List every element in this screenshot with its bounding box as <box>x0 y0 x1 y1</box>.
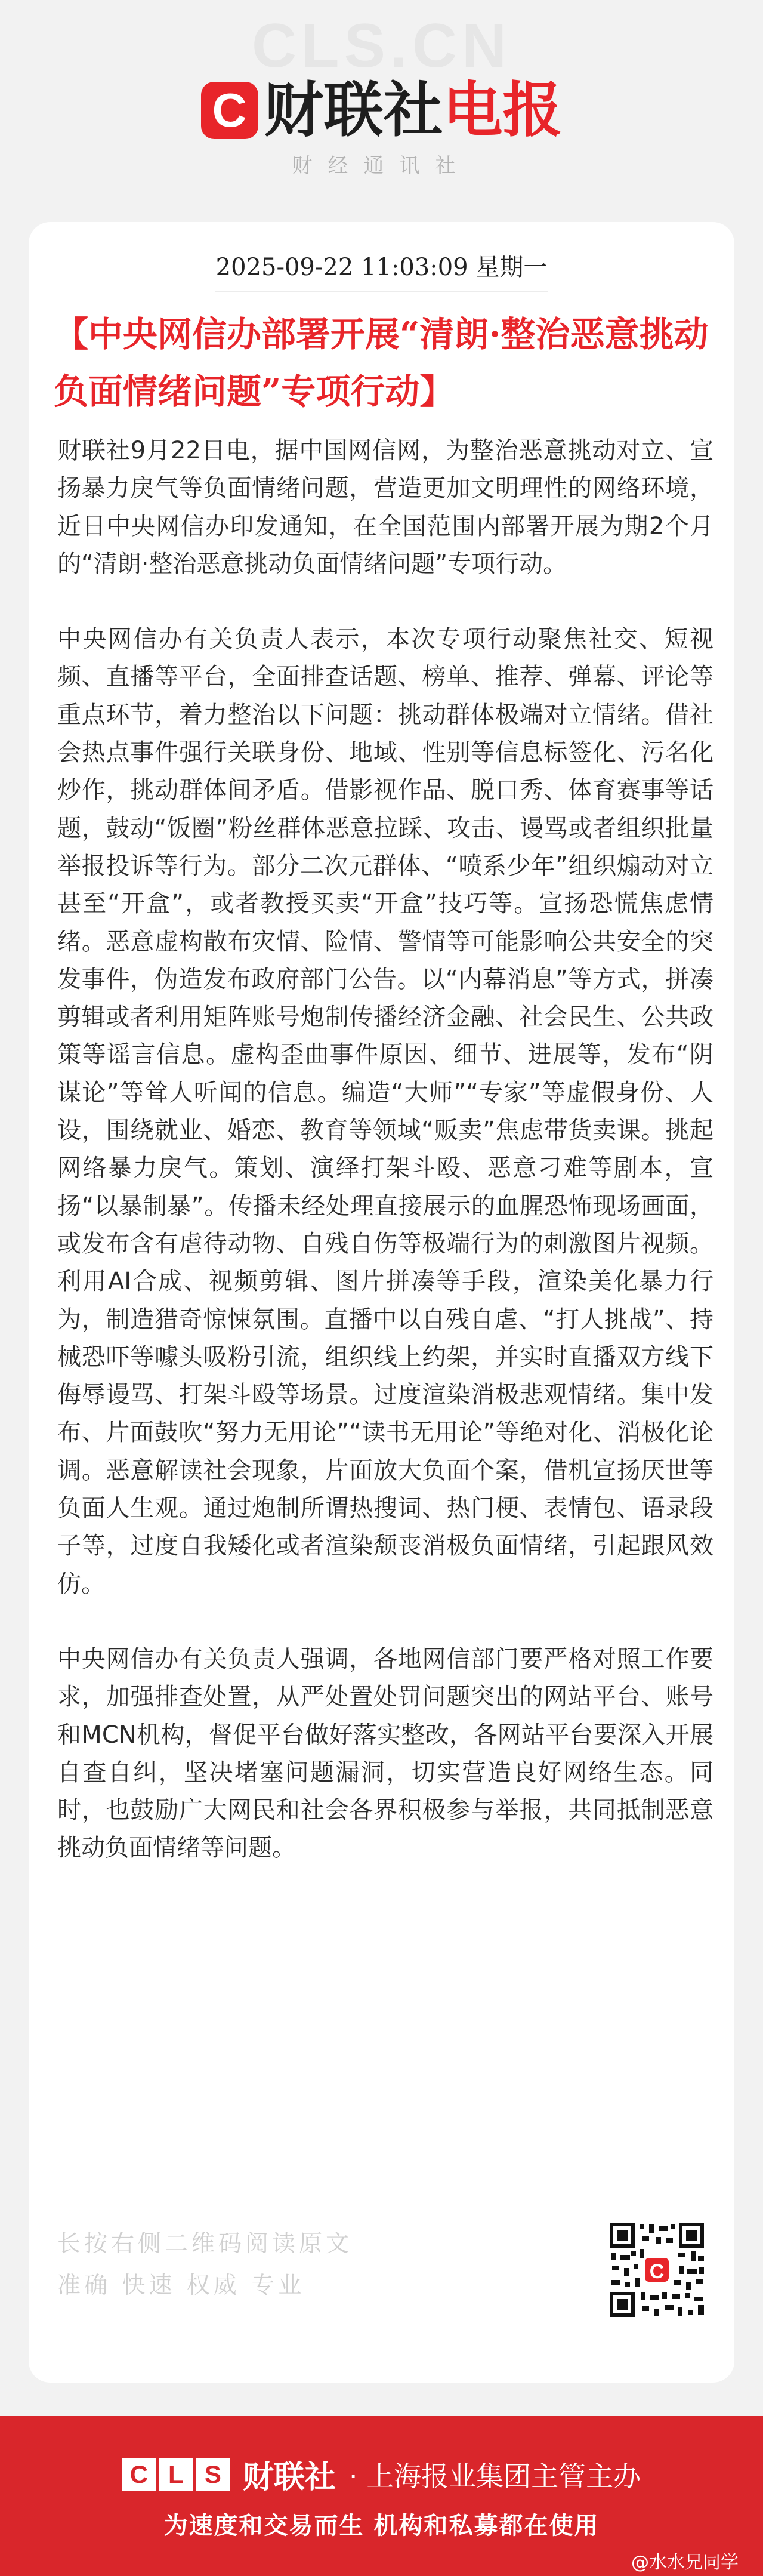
article-body <box>57 432 713 1905</box>
logo-brand: 财联社 <box>264 75 443 145</box>
logo-wordmark <box>264 75 563 145</box>
qr-logo-icon: C <box>643 2256 671 2284</box>
cailianshe-logo <box>0 75 763 145</box>
publish-datetime: 2025-09-22 11:03:09 星期一 <box>215 254 548 281</box>
article-headline: 【中央网信办部署开展“清朗·整治恶意挑动负面情绪问题”专项行动】 <box>54 314 709 412</box>
qr-hint: 长按右侧二维码阅读原文 <box>57 2230 353 2257</box>
paragraph-2: 中央网信办有关负责人表示，本次专项行动聚焦社交、短视频、直播等平台，全面排查话题、榜单、推荐、弹幕、评论等重点环节，着力整治以下问题：挑动群体极端对立情绪。借社会热点事件强行关联身份、地域、性别等信息标签化、污名化炒作，挑动群体间矛盾。借影视作品、脱口秀、体育赛事等话题，鼓动“饭圈”粉丝群体恶意拉踩、攻击、谩骂或者组织批量举报投诉等行为。部分二次元群体、“喷系少年”组织煽动对立甚至“开盒”，或者教授买卖“开盒”技巧等。宣扬恐慌焦虑情绪。恶意虚构散布灾情、险情、警情等可能影响公共安全的突发事件，伪造发布政府部门公告。以“内幕消息”等方式，拼凑剪辑或者利用矩阵账号炮制传播经济金融、社会民生、公共政策等谣言信息。虚构歪曲事件原因、细节、进展等，发布“阴谋论”等耸人听闻的信息。编造“大师”“专家”等虚假身份、人设，围绕就业、婚恋、教育等领域“贩卖”焦虑带货卖课。挑起网络暴力戾气。策划、演绎打架斗殴、恶意刁难等剧本，宣扬“以暴制暴”。传播未经处理直接展示的血腥恐怖现场画面，或发布含有虐待动物、自残自伤等极端行为的刺激图片视频。利用AI合成、视频剪辑、图片拼凑等手段，渲染美化暴力行为，制造猎奇惊悚氛围。直播中以自残自虐、“打人挑战”、持械恐吓等噱头吸粉引流，组织线上约架，并实时直播双方线下侮辱谩骂、打架斗殴等场景。过度渲染消极悲观情绪。集中发布、片面鼓吹“努力无用论”“读书无用论”等绝对化、消极化论调。恶意解读社会现象，片面放大负面个案，借机宣扬厌世等负面人生观。通过炮制所谓热搜词、热门梗、表情包、语录段子等，过度自我矮化或者渲染颓丧消极负面情绪，引起跟风效仿。 <box>57 625 713 1598</box>
logo-product: 电报 <box>443 75 563 145</box>
footer-slogan: 为速度和交易而生 机构和私募都在使用 <box>163 2512 600 2540</box>
date-divider <box>215 291 548 292</box>
cls-letter-c: C <box>122 2458 156 2491</box>
cls-letter-s: S <box>196 2458 230 2491</box>
footer-description: · 上海报业集团主管主办 <box>348 2460 641 2492</box>
weibo-watermark: @水水兄同学 <box>631 2552 739 2573</box>
qr-code[interactable] <box>607 2220 706 2319</box>
cls-watermark: CLS.CN <box>251 11 512 81</box>
paragraph-3: 中央网信办有关负责人强调，各地网信部门要严格对照工作要求，加强排查处置，从严处置处罚问题突出的网站平台、账号和MCN机构，督促平台做好落实整改，各网站平台要深入开展自查自纠，坚决堵塞问题漏洞，切实营造良好网络生态。同时，也鼓励广大网民和社会各界积极参与举报，共同抵制恶意挑动负面情绪等问题。 <box>57 1645 713 1862</box>
footer-brand-row <box>0 2452 763 2497</box>
tagline: 准确 快速 权威 专业 <box>57 2272 305 2299</box>
logo-c-icon: C <box>201 82 258 139</box>
footer-brand: 财联社 <box>242 2460 336 2495</box>
paragraph-1: 财联社9月22日电，据中国网信网，为整治恶意挑动对立、宣扬暴力戾气等负面情绪问题，营造更加文明理性的网络环境，近日中央网信办印发通知，在全国范围内部署开展为期2个月的“清朗·整治恶意挑动负面情绪问题”专项行动。 <box>57 437 713 578</box>
cls-letter-l: L <box>159 2458 193 2491</box>
logo-subtitle: 财经通讯社 <box>292 154 471 178</box>
